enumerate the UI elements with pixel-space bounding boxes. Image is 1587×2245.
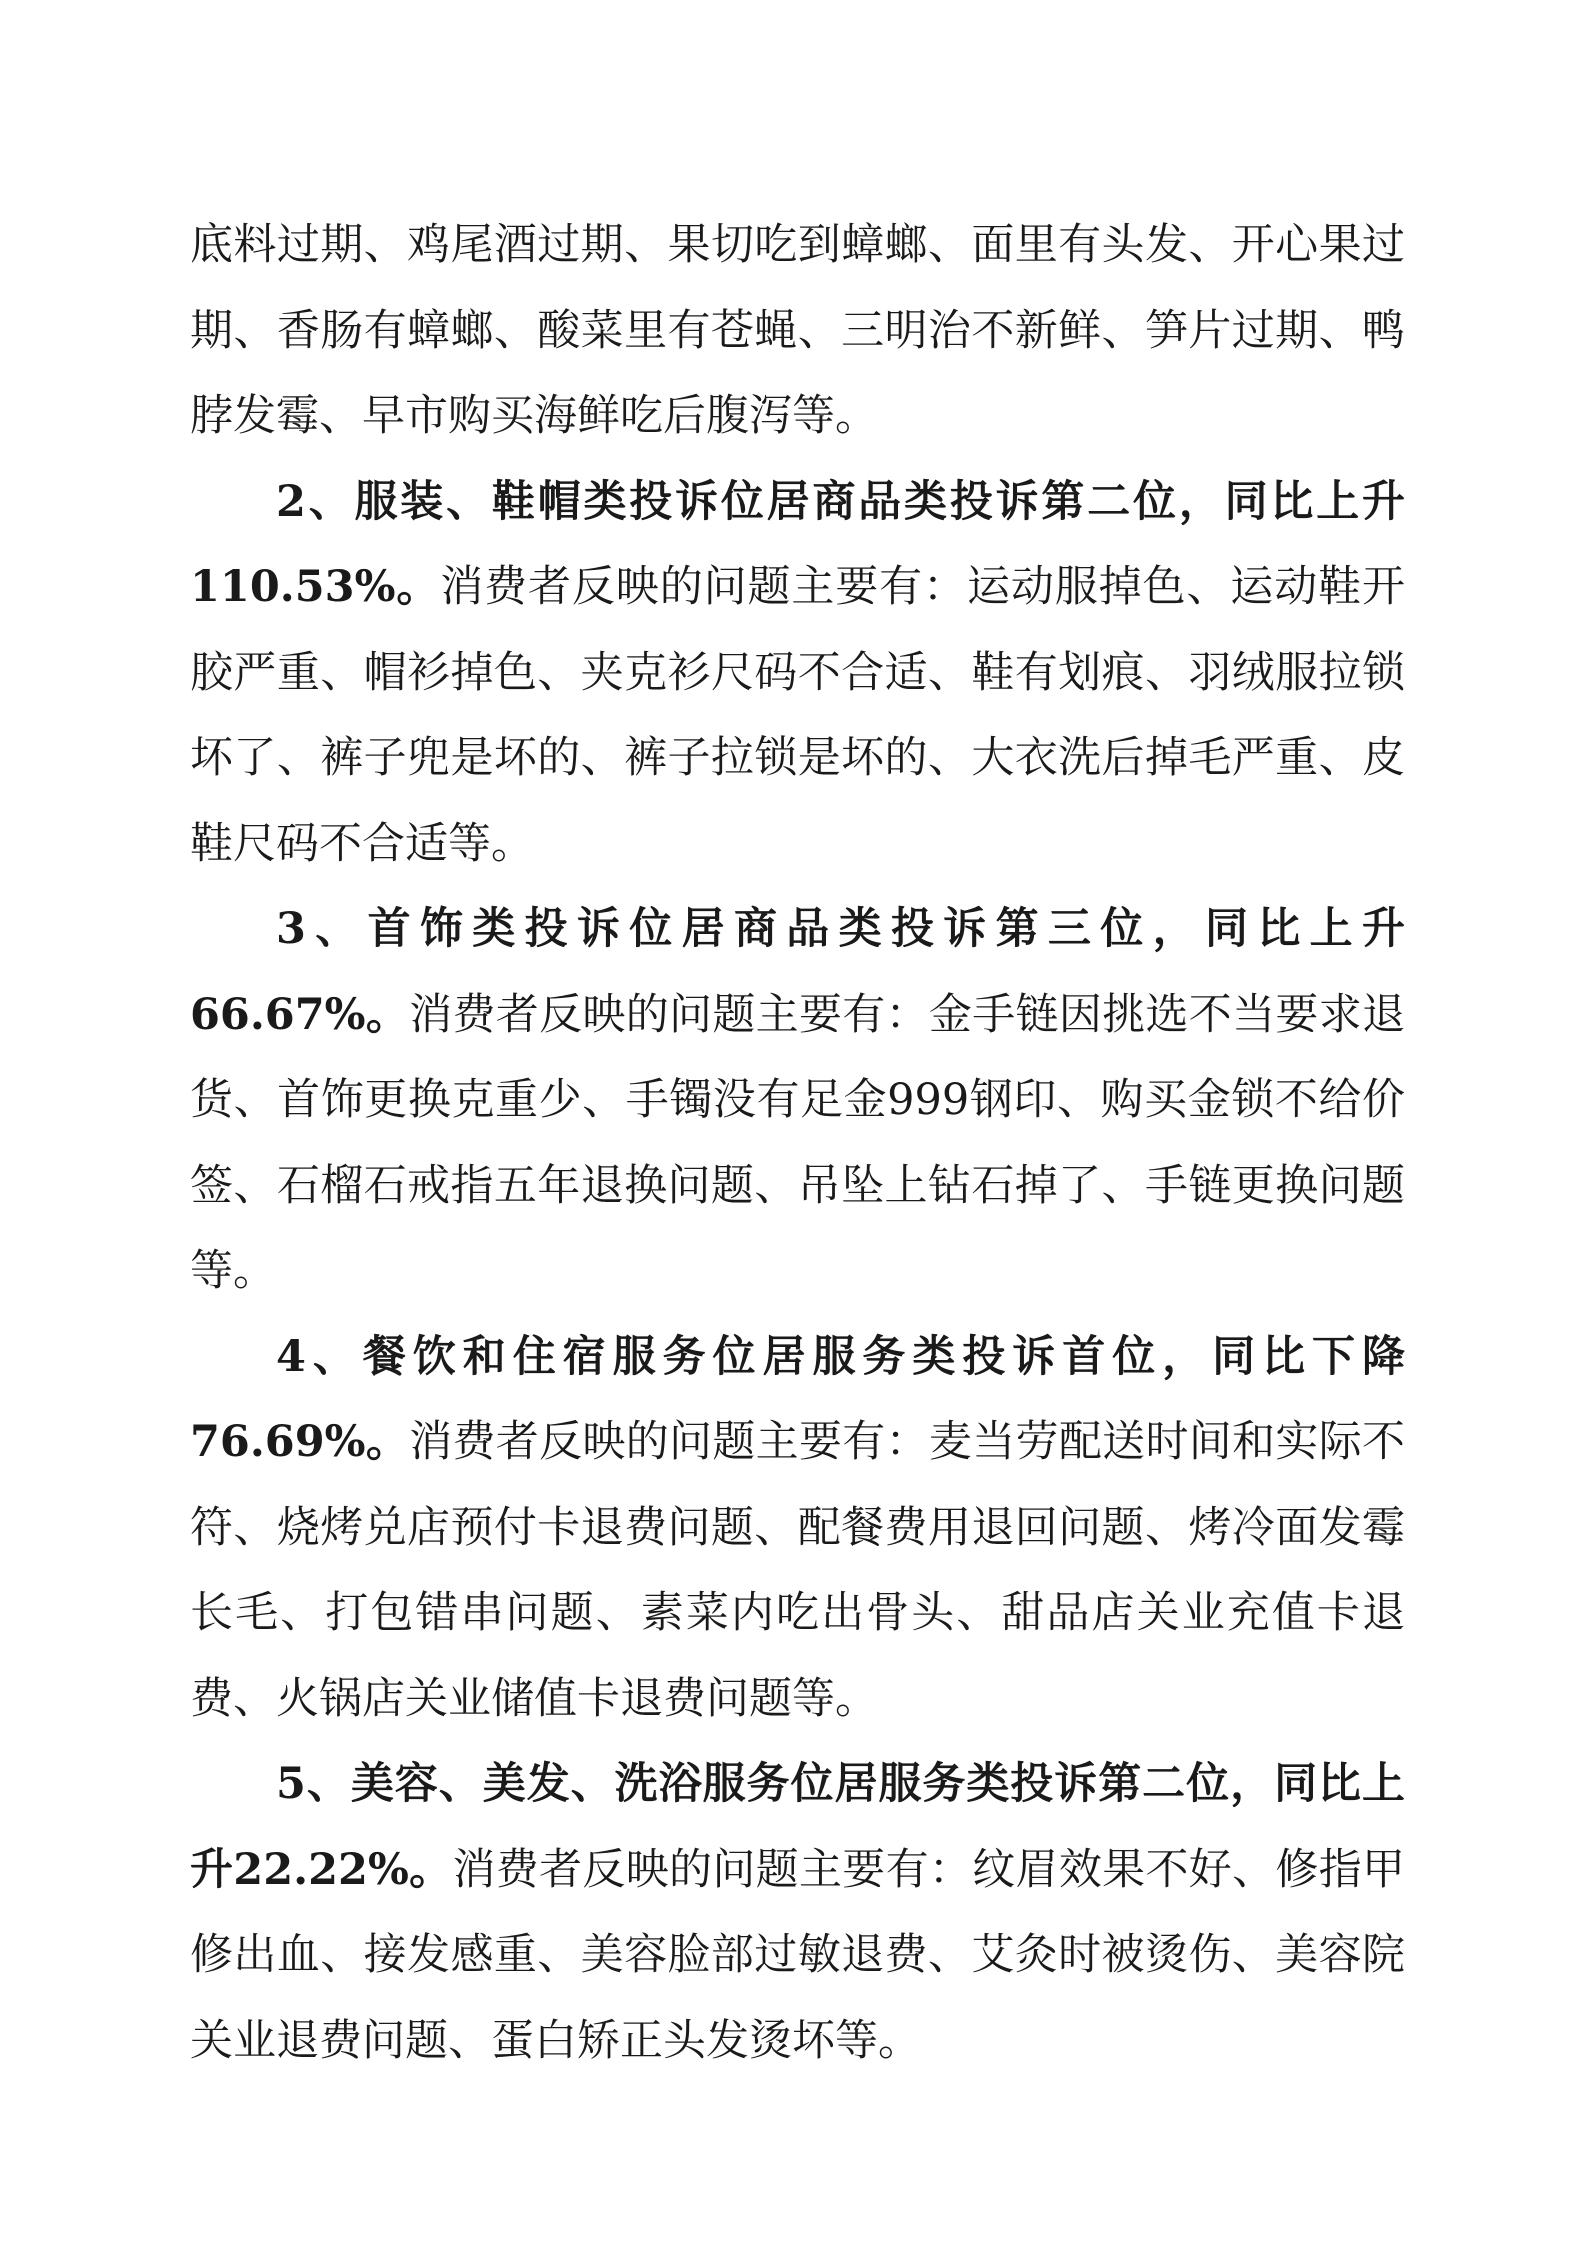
paragraph-text: 消费者反映的问题主要有：运动服掉色、运动鞋开胶严重、帽衫掉色、夹克衫尺码不合适、鞋有划痕、羽绒服拉锁坏了、裤子兜是坏的、裤子拉锁是坏的、大衣洗后掉毛严重、皮鞋尺码不合适等。 bbox=[190, 562, 1405, 869]
paragraph-text: 底料过期、鸡尾酒过期、果切吃到蟑螂、面里有头发、开心果过期、香肠有蟑螂、酸菜里有苍蝇、三明治不新鲜、笋片过期、鸭脖发霉、早市购买海鲜吃后腹泻等。 bbox=[190, 220, 1405, 441]
paragraph-text: 消费者反映的问题主要有：金手链因挑选不当要求退货、首饰更换克重少、手镯没有足金999钢印、购买金锁不给价签、石榴石戒指五年退换问题、吊坠上钻石掉了、手链更换问题等。 bbox=[190, 989, 1406, 1296]
paragraph-text: 消费者反映的问题主要有：纹眉效果不好、修指甲修出血、接发感重、美容脸部过敏退费、艾灸时被烫伤、美容院关业退费问题、蛋白矫正头发烫坏等。 bbox=[190, 1844, 1406, 2066]
paragraph-catering-lodging bbox=[190, 1315, 1405, 1743]
paragraph-heading: 2、服装、鞋帽类投诉位居商品类投诉第二位，同比上升110.53%。 bbox=[190, 476, 1405, 612]
paragraph-jewelry bbox=[190, 887, 1405, 1315]
paragraph-beauty-salon bbox=[190, 1742, 1405, 2084]
paragraph-heading: 4、餐饮和住宿服务位居服务类投诉首位，同比下降76.69%。 bbox=[190, 1331, 1405, 1467]
paragraph-clothing-shoes bbox=[190, 460, 1405, 888]
paragraph-food-continuation bbox=[190, 203, 1405, 460]
paragraph-text: 消费者反映的问题主要有：麦当劳配送时间和实际不符、烧烤兑店预付卡退费问题、配餐费用退回问题、烤冷面发霉长毛、打包错串问题、素菜内吃出骨头、甜品店关业充值卡退费、火锅店关业储值卡退费问题等。 bbox=[190, 1417, 1406, 1724]
document-body bbox=[190, 203, 1405, 2084]
paragraph-heading: 3、首饰类投诉位居商品类投诉第三位，同比上升66.67%。 bbox=[190, 904, 1405, 1040]
paragraph-heading: 5、美容、美发、洗浴服务位居服务类投诉第二位，同比上升22.22%。 bbox=[190, 1759, 1405, 1895]
